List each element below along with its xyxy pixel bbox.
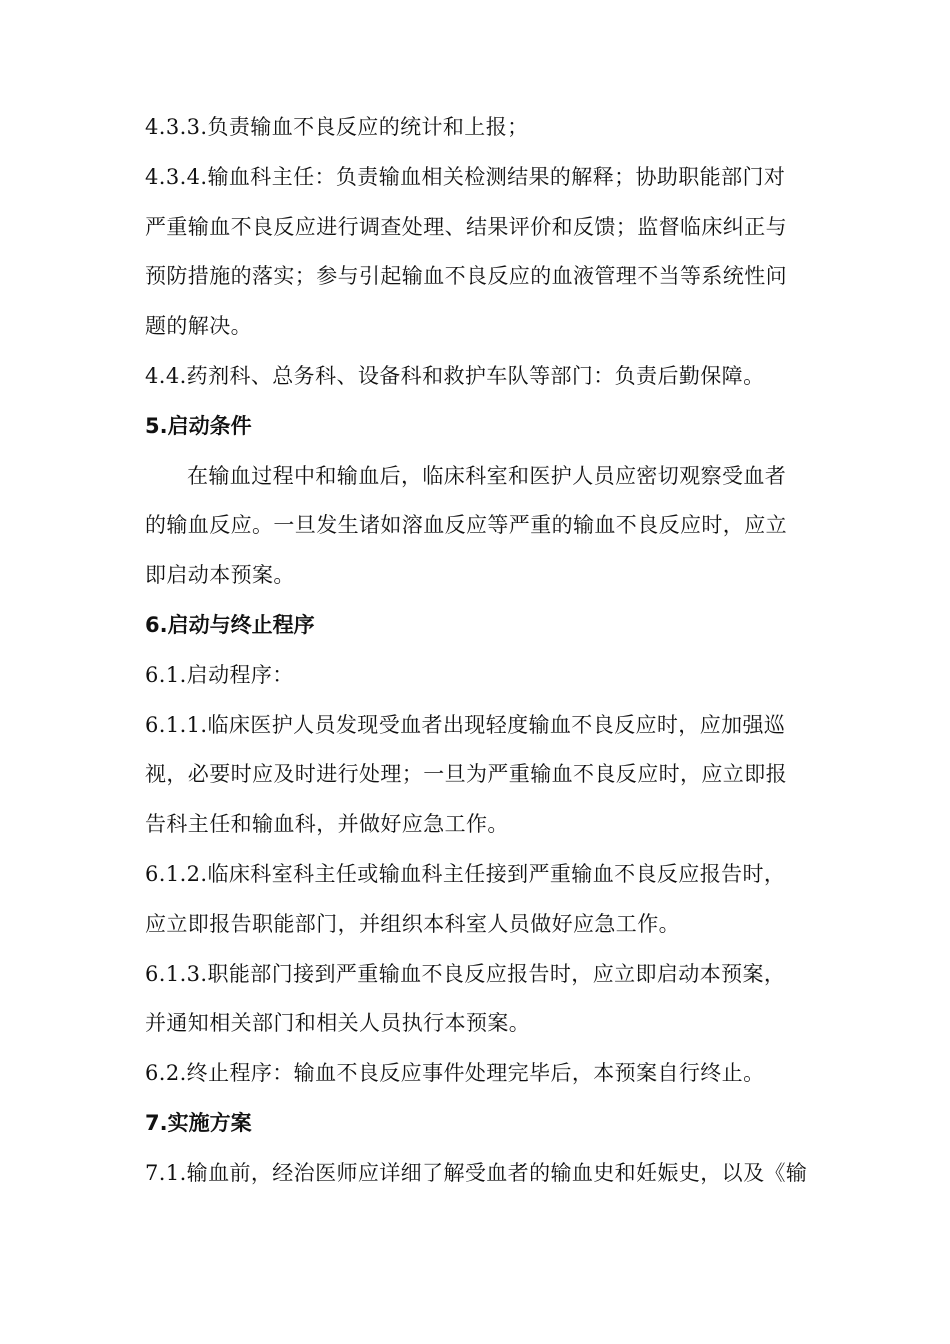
text-line: 即启动本预案。 [145,563,295,588]
paragraph-first-line: 在输血过程中和输血后，临床科室和医护人员应密切观察受血者 [187,463,787,488]
text-line: 告科主任和输血科，并做好应急工作。 [145,812,509,837]
text-line: 的输血反应。一旦发生诸如溶血反应等严重的输血不良反应时，应立 [145,513,787,538]
text-line: 6.1.2.临床科室科主任或输血科主任接到严重输血不良反应报告时， [145,861,786,886]
section-heading: 7.实施方案 [145,1110,252,1135]
section-heading: 5.启动条件 [145,413,252,438]
text-line: 视，必要时应及时进行处理；一旦为严重输血不良反应时，应立即报 [145,762,787,787]
text-line: 应立即报告职能部门，并组织本科室人员做好应急工作。 [145,911,680,936]
text-line: 6.1.1.临床医护人员发现受血者出现轻度输血不良反应时，应加强巡 [145,712,786,737]
text-line: 6.1.启动程序： [145,662,294,687]
text-line: 6.2.终止程序：输血不良反应事件处理完毕后，本预案自行终止。 [145,1061,765,1086]
text-line: 4.4.药剂科、总务科、设备科和救护车队等部门：负责后勤保障。 [145,363,765,388]
text-line: 预防措施的落实；参与引起输血不良反应的血液管理不当等系统性问 [145,264,787,289]
document-body [145,103,817,1199]
text-line: 6.1.3.职能部门接到严重输血不良反应报告时，应立即启动本预案， [145,961,786,986]
text-line: 严重输血不良反应进行调查处理、结果评价和反馈；监督临床纠正与 [145,214,787,239]
text-line: 并通知相关部门和相关人员执行本预案。 [145,1011,531,1036]
text-line: 4.3.4.输血科主任：负责输血相关检测结果的解释；协助职能部门对 [145,164,786,189]
text-line: 7.1.输血前，经治医师应详细了解受血者的输血史和妊娠史，以及《输 [145,1160,808,1185]
text-line: 4.3.3.负责输血不良反应的统计和上报； [145,115,529,139]
section-heading: 6.启动与终止程序 [145,612,315,637]
text-line: 题的解决。 [145,314,252,339]
